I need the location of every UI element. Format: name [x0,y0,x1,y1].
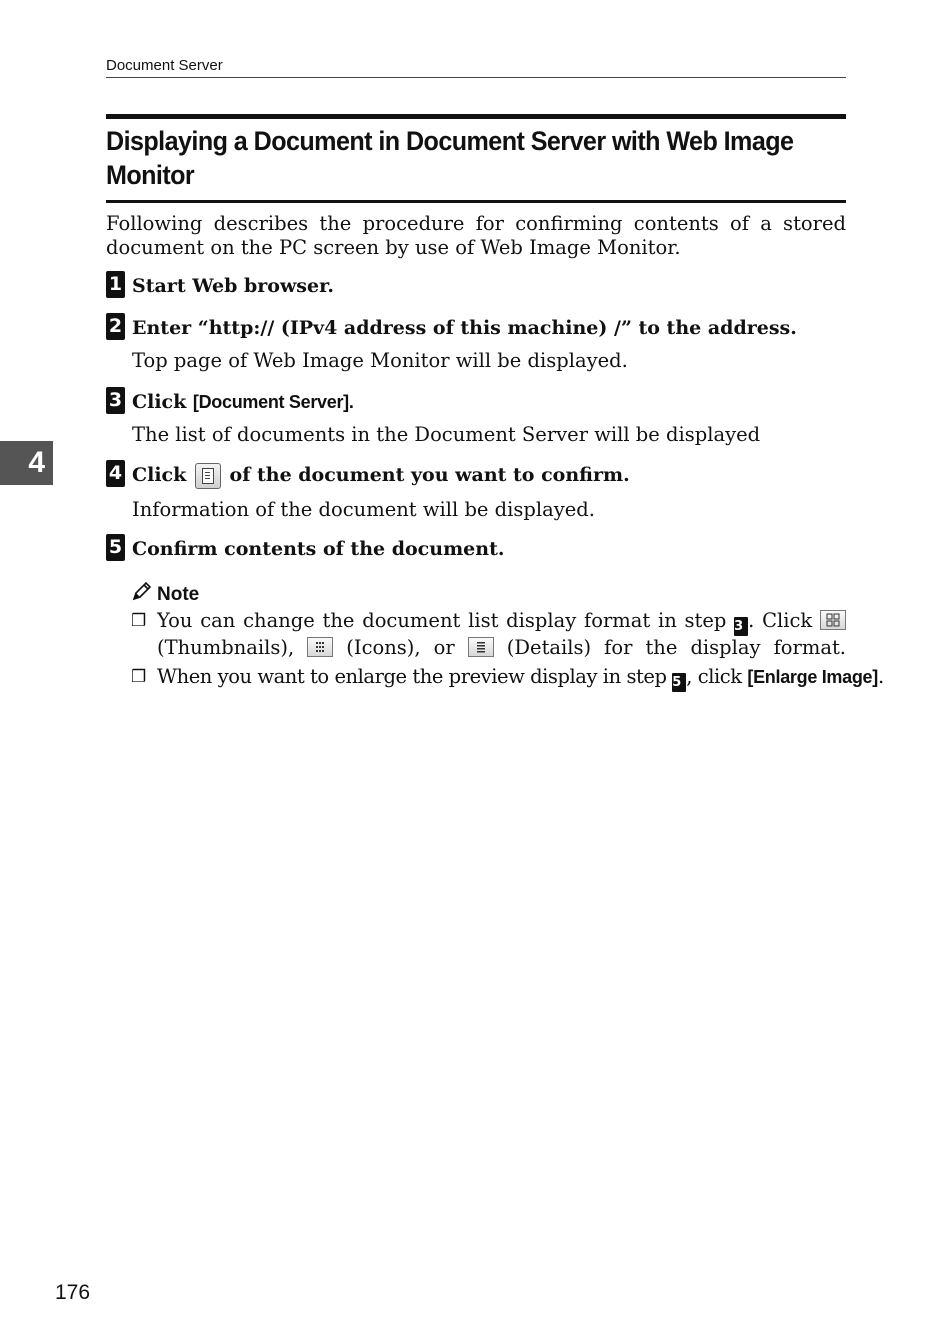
title-rule-top [106,114,846,119]
step-title [132,463,630,489]
running-header: Document Server [106,57,223,74]
note-bullet: ❒ [131,611,147,631]
step-number-badge: 5 [106,534,125,561]
title-rule-bottom [106,200,846,203]
step-number-badge: 3 [106,387,125,414]
step-title: Confirm contents of the document. [132,538,505,560]
pencil-icon [131,580,153,602]
note-text-part: , click [686,665,748,688]
note-text-part: (Details) for the display format. [493,636,846,659]
step-number-badge: 4 [106,460,125,487]
step-description: Top page of Web Image Monitor will be displayed. [132,349,628,372]
step-reference-badge: 5 [672,673,686,692]
note-text-part: (Thumbnails), [157,636,308,659]
page-number: 176 [55,1281,91,1304]
thumbnails-icon [820,610,846,630]
note-heading [131,580,199,606]
step-number-badge: 2 [106,313,125,340]
note-item-1 [131,609,846,659]
note-bullet: ❒ [131,667,147,687]
note-text-part: . [877,665,884,688]
step-title [132,391,354,413]
step-reference-badge: 3 [734,617,748,636]
icons-view-icon [307,637,333,657]
chapter-tab: 4 [0,441,53,485]
details-view-icon [468,637,494,657]
document-server-label: [Document Server]. [192,392,354,412]
enlarge-image-label: [Enlarge Image] [747,667,878,687]
step-title-text: Click [132,464,193,486]
note-text-part: . Click [748,609,820,632]
note-heading-text: Note [157,584,200,605]
note-text [157,665,884,692]
step-title: Enter “http:// (IPv4 address of this machine) /” to the address. [132,317,797,339]
intro-paragraph: Following describes the procedure for confirming contents of a stored document on the PC screen by use of Web Image Monitor. [106,212,846,259]
note-text-part: You can change the document list display format in step [157,609,735,632]
note-text-part: When you want to enlarge the preview display in step [157,665,673,688]
step-title-text: Click [132,391,193,413]
header-rule [106,77,846,78]
note-text [157,609,846,660]
note-item-2 [131,665,884,691]
step-title-text: of the document you want to confirm. [222,464,630,486]
page-title: Displaying a Document in Document Server with Web Image Monitor [106,126,794,190]
step-description: Information of the document will be displayed. [132,498,595,521]
step-number-badge: 1 [106,271,125,298]
step-title: Start Web browser. [132,275,334,297]
document-detail-icon [195,463,221,489]
note-text-part: (Icons), or [333,636,468,659]
step-description: The list of documents in the Document Server will be displayed [132,423,761,446]
